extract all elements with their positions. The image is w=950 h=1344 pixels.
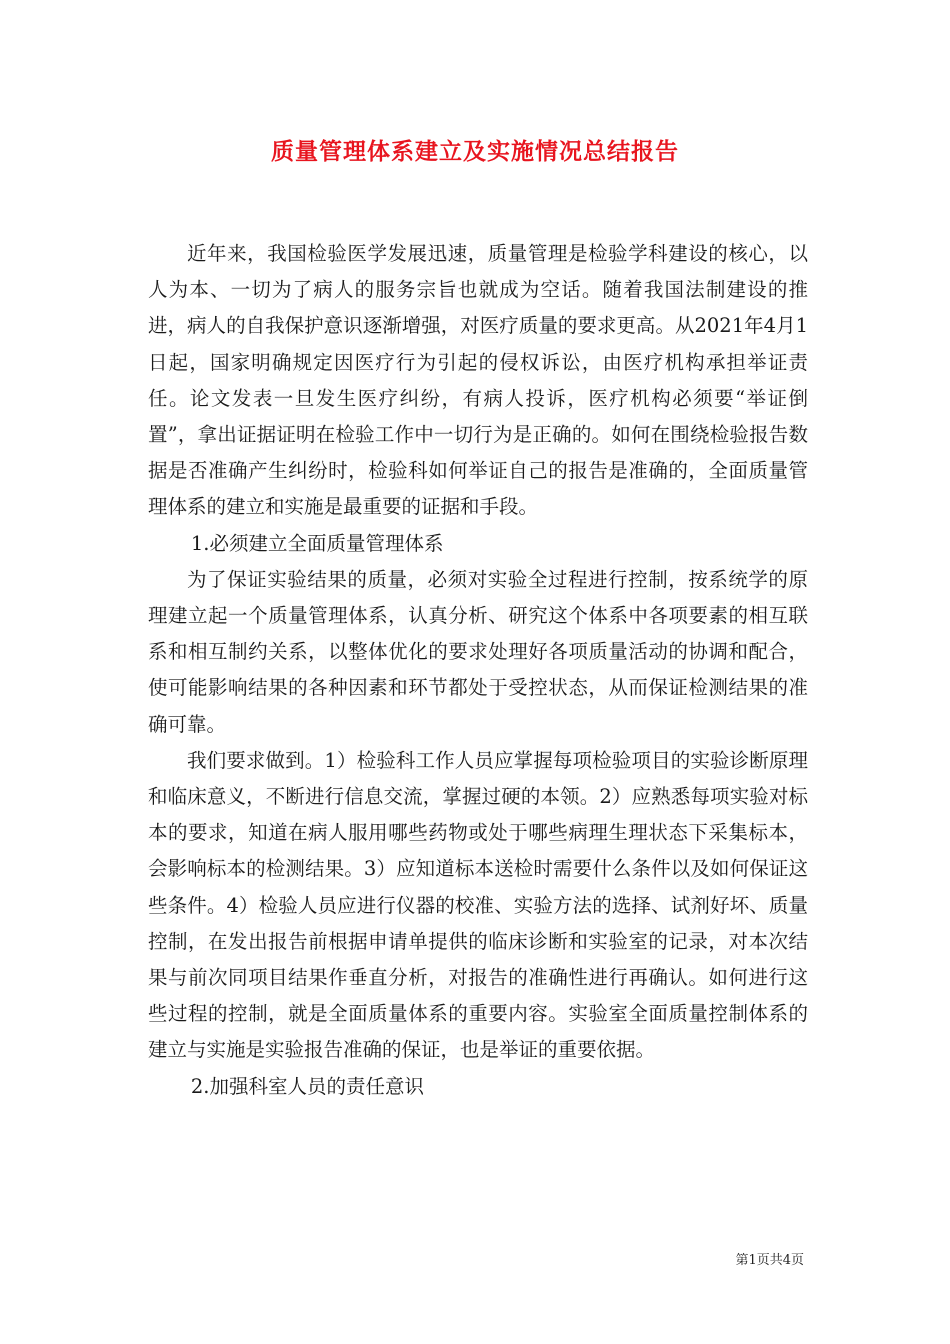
paragraph-intro: 近年来，我国检验医学发展迅速，质量管理是检验学科建设的核心，以人为本、一切为了病人的服务宗旨也就成为空话。随着我国法制建设的推进，病人的自我保护意识逐渐增强，对医疗质量的要求更高。从2021年4月1日起，国家明确规定因医疗行为引起的侵权诉讼，由医疗机构承担举证责任。论文发表一旦发生医疗纠纷，有病人投诉，医疗机构必须要“举证倒置”，拿出证据证明在检验工作中一切行为是正确的。如何在围绕检验报告数据是否准确产生纠纷时，检验科如何举证自己的报告是准确的，全面质量管理体系的建立和实施是最重要的证据和手段。: [148, 242, 808, 519]
document-title: 质量管理体系建立及实施情况总结报告: [271, 139, 679, 165]
section-heading-1: 1.必须建立全面质量管理体系: [190, 531, 444, 555]
paragraph-requirements: 我们要求做到。1）检验科工作人员应掌握每项检验项目的实验诊断原理和临床意义，不断进行信息交流，掌握过硬的本领。2）应熟悉每项实验对标本的要求，知道在病人服用哪些药物或处于哪些病理生理状态下采集标本，会影响标本的检测结果。3）应知道标本送检时需要什么条件以及如何保证这些条件。4）检验人员应进行仪器的校准、实验方法的选择、试剂好坏、质量控制，在发出报告前根据申请单提供的临床诊断和实验室的记录，对本次结果与前次同项目结果作垂直分析，对报告的准确性进行再确认。如何进行这些过程的控制，就是全面质量体系的重要内容。实验室全面质量控制体系的建立与实施是实验报告准确的保证，也是举证的重要依据。: [148, 748, 808, 1062]
document-body: [148, 236, 808, 1105]
paragraph-section-1: 为了保证实验结果的质量，必须对实验全过程进行控制，按系统学的原理建立起一个质量管理体系，认真分析、研究这个体系中各项要素的相互联系和相互制约关系，以整体优化的要求处理好各项质量活动的协调和配合，使可能影响结果的各种因素和环节都处于受控状态，从而保证检测结果的准确可靠。: [148, 567, 808, 736]
section-heading-2: 2.加强科室人员的责任意识: [190, 1074, 424, 1098]
page-number: 第1页共4页: [735, 1253, 804, 1268]
